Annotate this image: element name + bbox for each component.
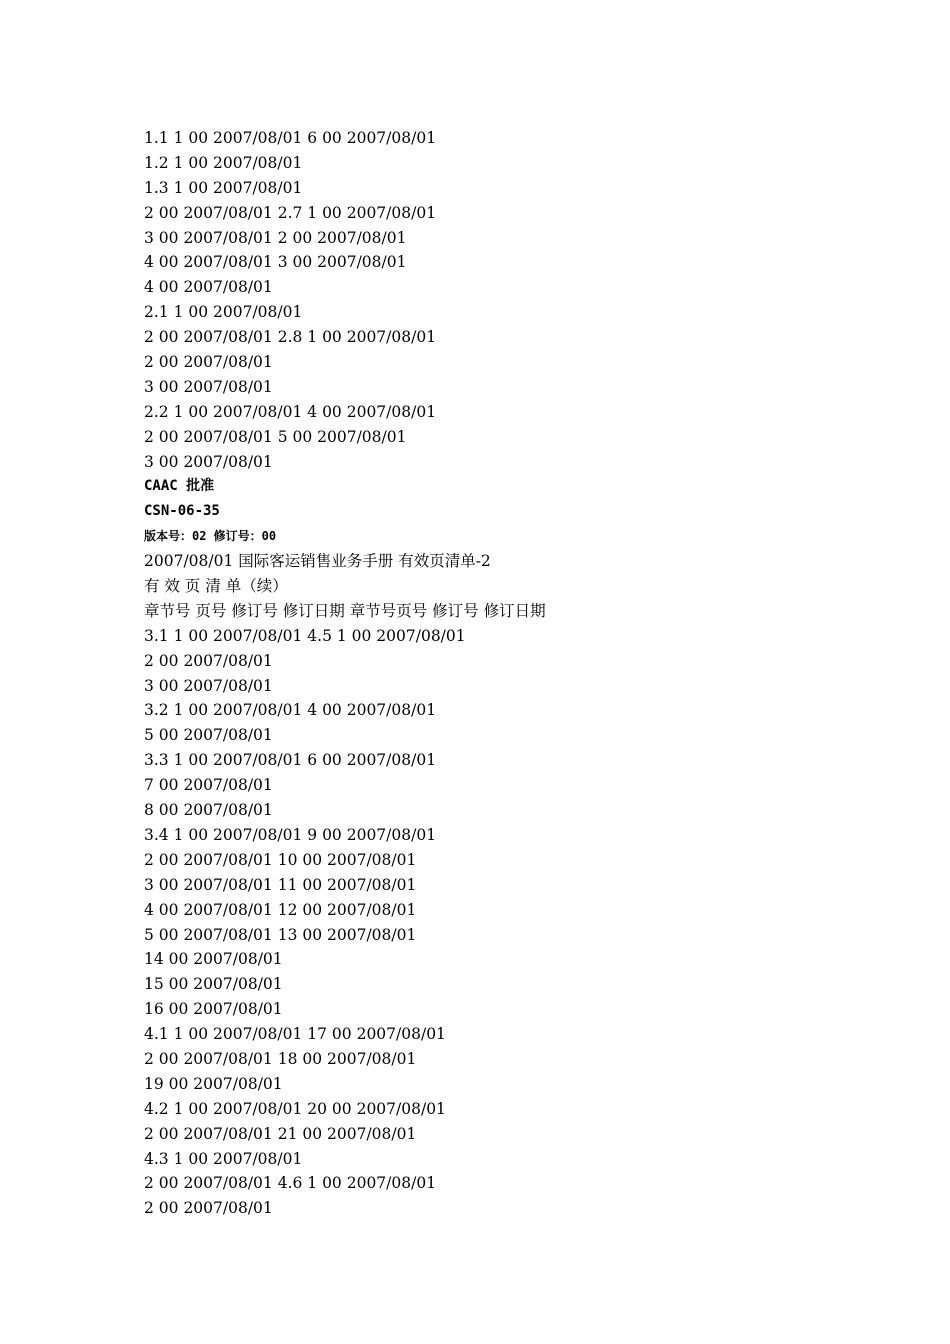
text-line: 2 00 2007/08/01 5 00 2007/08/01 xyxy=(144,427,407,446)
text-line: 有 效 页 清 单（续） xyxy=(144,577,288,596)
text-line: 2 00 2007/08/01 xyxy=(144,651,273,670)
text-line: 7 00 2007/08/01 xyxy=(144,776,273,795)
text-line: 2 00 2007/08/01 xyxy=(144,1199,273,1218)
text-line: 2007/08/01 国际客运销售业务手册 有效页清单-2 xyxy=(144,552,491,571)
text-line: 版本号：02 修订号：00 xyxy=(144,529,277,544)
text-line: 2 00 2007/08/01 2.7 1 00 2007/08/01 xyxy=(144,203,437,222)
text-line: 2.2 1 00 2007/08/01 4 00 2007/08/01 xyxy=(144,402,437,421)
text-line: 15 00 2007/08/01 xyxy=(144,975,283,994)
text-line: 4.3 1 00 2007/08/01 xyxy=(144,1149,303,1168)
text-line: 章节号 页号 修订号 修订日期 章节号页号 修订号 修订日期 xyxy=(144,601,546,620)
text-line: 2.1 1 00 2007/08/01 xyxy=(144,303,303,322)
text-line: 3 00 2007/08/01 xyxy=(144,377,273,396)
text-line: 4 00 2007/08/01 xyxy=(144,278,273,297)
text-line: 1.2 1 00 2007/08/01 xyxy=(144,153,303,172)
text-line: 3 00 2007/08/01 xyxy=(144,452,273,471)
text-line: 1.1 1 00 2007/08/01 6 00 2007/08/01 xyxy=(144,129,437,147)
text-line: 2 00 2007/08/01 10 00 2007/08/01 xyxy=(144,850,417,869)
text-line: 3 00 2007/08/01 xyxy=(144,676,273,695)
text-line: 5 00 2007/08/01 13 00 2007/08/01 xyxy=(144,925,417,944)
text-line: 3.4 1 00 2007/08/01 9 00 2007/08/01 xyxy=(144,825,437,844)
text-line: 3 00 2007/08/01 11 00 2007/08/01 xyxy=(144,875,417,894)
text-line: 4.2 1 00 2007/08/01 20 00 2007/08/01 xyxy=(144,1099,446,1118)
text-line: 2 00 2007/08/01 xyxy=(144,353,273,372)
text-line: 3.3 1 00 2007/08/01 6 00 2007/08/01 xyxy=(144,751,437,770)
text-line: 5 00 2007/08/01 xyxy=(144,726,273,745)
text-line: 2 00 2007/08/01 4.6 1 00 2007/08/01 xyxy=(144,1174,437,1193)
text-line: 2 00 2007/08/01 2.8 1 00 2007/08/01 xyxy=(144,328,437,347)
text-line: CAAC 批准 xyxy=(144,478,215,495)
text-line: 3.1 1 00 2007/08/01 4.5 1 00 2007/08/01 xyxy=(144,626,466,645)
text-line: 2 00 2007/08/01 21 00 2007/08/01 xyxy=(144,1124,417,1143)
text-line: 8 00 2007/08/01 xyxy=(144,801,273,820)
text-line: 3.2 1 00 2007/08/01 4 00 2007/08/01 xyxy=(144,701,437,720)
text-line: 19 00 2007/08/01 xyxy=(144,1074,283,1093)
document-body xyxy=(144,126,904,1221)
text-line: 1.3 1 00 2007/08/01 xyxy=(144,178,303,197)
text-line: 14 00 2007/08/01 xyxy=(144,950,283,969)
text-line: CSN-06-35 xyxy=(144,503,220,520)
text-line: 4 00 2007/08/01 3 00 2007/08/01 xyxy=(144,253,407,272)
text-line: 3 00 2007/08/01 2 00 2007/08/01 xyxy=(144,228,407,247)
text-line: 16 00 2007/08/01 xyxy=(144,1000,283,1019)
text-line: 4.1 1 00 2007/08/01 17 00 2007/08/01 xyxy=(144,1025,446,1044)
text-line: 2 00 2007/08/01 18 00 2007/08/01 xyxy=(144,1049,417,1068)
text-line: 4 00 2007/08/01 12 00 2007/08/01 xyxy=(144,900,417,919)
